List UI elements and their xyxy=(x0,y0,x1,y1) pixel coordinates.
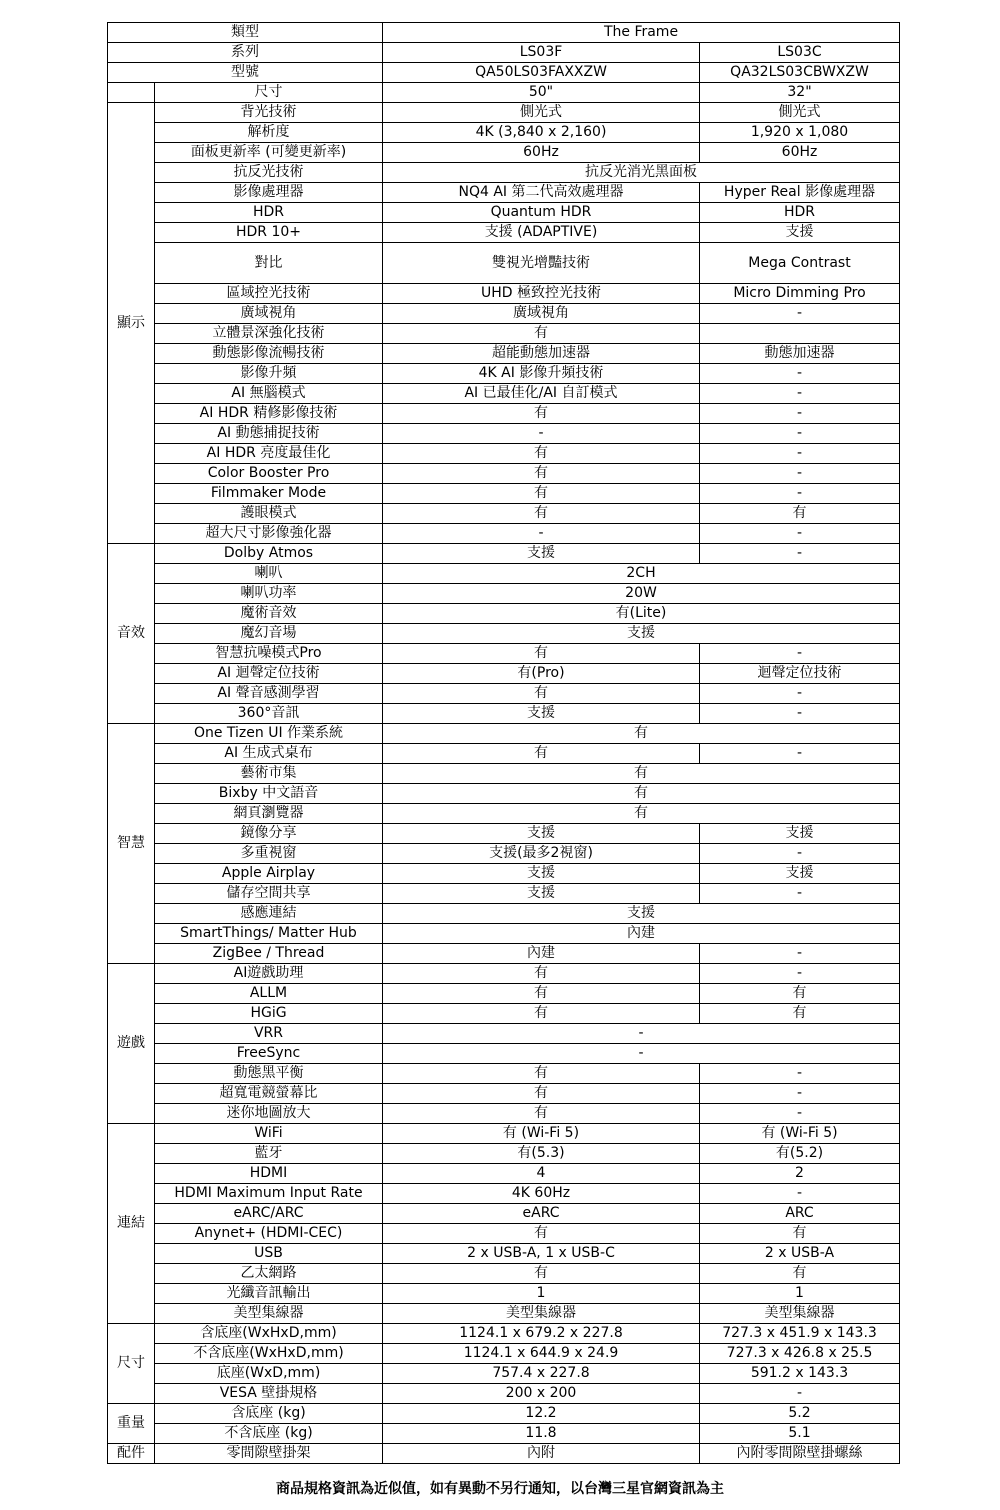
spec-value-ls03c: 32" xyxy=(700,83,900,103)
spec-row xyxy=(108,1424,900,1444)
spec-value-ls03f: - xyxy=(383,524,700,544)
spec-label: 不含底座(WxHxD,mm) xyxy=(155,1344,383,1364)
spec-row xyxy=(108,1144,900,1164)
spec-label: AI 生成式桌布 xyxy=(155,744,383,764)
spec-row xyxy=(108,484,900,504)
spec-value-ls03c: - xyxy=(700,304,900,324)
spec-label: 鏡像分享 xyxy=(155,824,383,844)
spec-row xyxy=(108,784,900,804)
spec-row xyxy=(108,1364,900,1384)
spec-value-ls03f: 有 xyxy=(383,964,700,984)
spec-value-ls03f: 有 xyxy=(383,404,700,424)
spec-value-ls03f: 2 x USB-A, 1 x USB-C xyxy=(383,1244,700,1264)
spec-value-ls03f: 11.8 xyxy=(383,1424,700,1444)
spec-row xyxy=(108,163,900,183)
spec-value-ls03f: eARC xyxy=(383,1204,700,1224)
spec-value-shared: 有 xyxy=(383,724,900,744)
spec-label: SmartThings/ Matter Hub xyxy=(155,924,383,944)
spec-value-shared: - xyxy=(383,1024,900,1044)
spec-label: 動態黑平衡 xyxy=(155,1064,383,1084)
spec-label: AI HDR 亮度最佳化 xyxy=(155,444,383,464)
spec-value-ls03f: NQ4 AI 第二代高效處理器 xyxy=(383,183,700,203)
spec-row xyxy=(108,1344,900,1364)
spec-row xyxy=(108,103,900,123)
spec-value-ls03f: 有 xyxy=(383,744,700,764)
spec-row xyxy=(108,904,900,924)
spec-row xyxy=(108,864,900,884)
spec-row xyxy=(108,624,900,644)
spec-label: 喇叭功率 xyxy=(155,584,383,604)
spec-value-ls03c: 60Hz xyxy=(700,143,900,163)
spec-value-ls03c: 有 xyxy=(700,504,900,524)
spec-value-ls03c: ARC xyxy=(700,1204,900,1224)
spec-value-ls03c: 5.2 xyxy=(700,1404,900,1424)
spec-label: 立體景深強化技術 xyxy=(155,324,383,344)
spec-value-shared: 2CH xyxy=(383,564,900,584)
spec-row xyxy=(108,1064,900,1084)
spec-value-ls03f: QA50LS03FAXXZW xyxy=(383,63,700,83)
spec-value-ls03c: - xyxy=(700,1104,900,1124)
spec-row xyxy=(108,724,900,744)
spec-value-ls03c: 有 xyxy=(700,984,900,1004)
spec-label: WiFi xyxy=(155,1124,383,1144)
spec-value-ls03c: 美型集線器 xyxy=(700,1304,900,1324)
spec-label: 迷你地圖放大 xyxy=(155,1104,383,1124)
spec-value-ls03f: LS03F xyxy=(383,43,700,63)
spec-row xyxy=(108,1284,900,1304)
spec-value-ls03c: - xyxy=(700,444,900,464)
spec-row xyxy=(108,223,900,243)
spec-row xyxy=(108,324,900,344)
spec-value-shared: 抗反光消光黑面板 xyxy=(383,163,900,183)
spec-row xyxy=(108,964,900,984)
spec-value-ls03f: 有 xyxy=(383,484,700,504)
spec-row xyxy=(108,183,900,203)
spec-label: Apple Airplay xyxy=(155,864,383,884)
spec-label: Dolby Atmos xyxy=(155,544,383,564)
spec-value-ls03f: 有 xyxy=(383,444,700,464)
spec-row xyxy=(108,804,900,824)
spec-value-ls03f: 支援 xyxy=(383,824,700,844)
spec-row xyxy=(108,1124,900,1144)
spec-row xyxy=(108,344,900,364)
spec-value-ls03c: 2 xyxy=(700,1164,900,1184)
spec-label: 含底座(WxHxD,mm) xyxy=(155,1324,383,1344)
spec-label: 解析度 xyxy=(155,123,383,143)
spec-value-ls03c: 動態加速器 xyxy=(700,344,900,364)
spec-row xyxy=(108,924,900,944)
spec-row xyxy=(108,944,900,964)
section-category: 連結 xyxy=(108,1124,155,1324)
spec-row xyxy=(108,284,900,304)
spec-label: 動態影像流暢技術 xyxy=(155,344,383,364)
spec-label: 不含底座 (kg) xyxy=(155,1424,383,1444)
spec-label: AI 聲音感測學習 xyxy=(155,684,383,704)
spec-value-ls03c: LS03C xyxy=(700,43,900,63)
spec-row xyxy=(108,884,900,904)
spec-value-ls03c: 內附零間隙壁掛螺絲 xyxy=(700,1444,900,1464)
spec-value-ls03c: 591.2 x 143.3 xyxy=(700,1364,900,1384)
spec-value-ls03c: 有 xyxy=(700,1224,900,1244)
spec-label: ALLM xyxy=(155,984,383,1004)
disclaimer-footer: 商品規格資訊為近似值，如有異動不另行通知，以台灣三星官網資訊為主 xyxy=(276,1481,724,1497)
spec-row xyxy=(108,744,900,764)
spec-value-ls03f: 側光式 xyxy=(383,103,700,123)
spec-value-ls03c: 側光式 xyxy=(700,103,900,123)
spec-label: VESA 壁掛規格 xyxy=(155,1384,383,1404)
section-category: 智慧 xyxy=(108,724,155,964)
spec-value-ls03c: - xyxy=(700,544,900,564)
header-row xyxy=(108,63,900,83)
spec-label: 魔術音效 xyxy=(155,604,383,624)
spec-value-ls03f: 支援 (ADAPTIVE) xyxy=(383,223,700,243)
spec-label: 背光技術 xyxy=(155,103,383,123)
spec-row xyxy=(108,404,900,424)
spec-row xyxy=(108,123,900,143)
spec-row xyxy=(108,1184,900,1204)
spec-value-ls03c: - xyxy=(700,404,900,424)
section-category: 配件 xyxy=(108,1444,155,1464)
spec-value-ls03f: 有 xyxy=(383,504,700,524)
spec-value-ls03f: 有 xyxy=(383,684,700,704)
spec-label: 影像處理器 xyxy=(155,183,383,203)
spec-row xyxy=(108,1104,900,1124)
spec-value-shared: 有 xyxy=(383,784,900,804)
spec-table xyxy=(107,22,900,1464)
spec-value-ls03c: - xyxy=(700,744,900,764)
spec-label: 超寬電競螢幕比 xyxy=(155,1084,383,1104)
spec-value-ls03c: - xyxy=(700,484,900,504)
spec-value-ls03c: 5.1 xyxy=(700,1424,900,1444)
spec-label: 魔幻音場 xyxy=(155,624,383,644)
spec-value-ls03c: - xyxy=(700,644,900,664)
section-category: 重量 xyxy=(108,1404,155,1444)
spec-row xyxy=(108,1084,900,1104)
spec-label: 光纖音訊輸出 xyxy=(155,1284,383,1304)
spec-row xyxy=(108,1244,900,1264)
spec-row xyxy=(108,304,900,324)
spec-value-shared: - xyxy=(383,1044,900,1064)
spec-label: 廣域視角 xyxy=(155,304,383,324)
spec-value-ls03c: 1 xyxy=(700,1284,900,1304)
spec-row xyxy=(108,1004,900,1024)
spec-value-ls03c: HDR xyxy=(700,203,900,223)
spec-label: 乙太網路 xyxy=(155,1264,383,1284)
spec-label: 尺寸 xyxy=(155,83,383,103)
spec-row xyxy=(108,83,900,103)
spec-value-ls03f: 支援 xyxy=(383,704,700,724)
spec-sheet xyxy=(107,22,899,1464)
spec-value-shared: 20W xyxy=(383,584,900,604)
spec-value-ls03c: Micro Dimming Pro xyxy=(700,284,900,304)
spec-value-ls03f: 4K AI 影像升頻技術 xyxy=(383,364,700,384)
spec-label: eARC/ARC xyxy=(155,1204,383,1224)
spec-value-ls03c: - xyxy=(700,424,900,444)
spec-value-ls03f: 有 xyxy=(383,324,700,344)
spec-value-ls03f: 有(5.3) xyxy=(383,1144,700,1164)
spec-value-ls03c: - xyxy=(700,1064,900,1084)
spec-row xyxy=(108,844,900,864)
spec-value-ls03f: 支援 xyxy=(383,864,700,884)
header-row xyxy=(108,43,900,63)
spec-value-ls03f: 支援(最多2視窗) xyxy=(383,844,700,864)
header-label: 型號 xyxy=(108,63,383,83)
spec-value-ls03f: 有 xyxy=(383,1264,700,1284)
spec-value-ls03f: 雙視光增豔技術 xyxy=(383,243,700,284)
spec-value-ls03c: - xyxy=(700,704,900,724)
spec-value-shared: The Frame xyxy=(383,23,900,43)
spec-value-ls03f: 有 xyxy=(383,1004,700,1024)
spec-label: 儲存空間共享 xyxy=(155,884,383,904)
spec-value-ls03f: 4K 60Hz xyxy=(383,1184,700,1204)
spec-value-ls03f: 200 x 200 xyxy=(383,1384,700,1404)
spec-label: 藍牙 xyxy=(155,1144,383,1164)
spec-label: 對比 xyxy=(155,243,383,284)
spec-value-ls03f: - xyxy=(383,424,700,444)
section-category: 尺寸 xyxy=(108,1324,155,1404)
header-label: 系列 xyxy=(108,43,383,63)
spec-value-ls03c: - xyxy=(700,944,900,964)
spec-value-ls03f: 1124.1 x 644.9 x 24.9 xyxy=(383,1344,700,1364)
spec-row xyxy=(108,684,900,704)
spec-row xyxy=(108,1164,900,1184)
spec-row xyxy=(108,1264,900,1284)
spec-value-ls03f: 支援 xyxy=(383,544,700,564)
spec-label: AI 動態捕捉技術 xyxy=(155,424,383,444)
spec-label: HDR 10+ xyxy=(155,223,383,243)
spec-value-shared: 有 xyxy=(383,764,900,784)
spec-value-ls03f: UHD 極致控光技術 xyxy=(383,284,700,304)
spec-value-ls03c: Hyper Real 影像處理器 xyxy=(700,183,900,203)
spec-label: AI HDR 精修影像技術 xyxy=(155,404,383,424)
spec-value-ls03c: 支援 xyxy=(700,824,900,844)
spec-row xyxy=(108,1024,900,1044)
spec-value-ls03f: 4K (3,840 x 2,160) xyxy=(383,123,700,143)
spec-value-shared: 有(Lite) xyxy=(383,604,900,624)
spec-label: 美型集線器 xyxy=(155,1304,383,1324)
spec-value-ls03f: 60Hz xyxy=(383,143,700,163)
spec-value-ls03c: 支援 xyxy=(700,864,900,884)
spec-row xyxy=(108,1304,900,1324)
spec-row xyxy=(108,824,900,844)
spec-value-ls03c xyxy=(700,324,900,344)
spec-value-ls03c: QA32LS03CBWXZW xyxy=(700,63,900,83)
spec-value-ls03f: 有 xyxy=(383,1064,700,1084)
spec-value-ls03f: 支援 xyxy=(383,884,700,904)
spec-value-ls03c: 有(5.2) xyxy=(700,1144,900,1164)
spec-value-ls03f: 內附 xyxy=(383,1444,700,1464)
spec-value-shared: 有 xyxy=(383,804,900,824)
spec-value-ls03f: 超能動態加速器 xyxy=(383,344,700,364)
spec-value-ls03c: 有 (Wi-Fi 5) xyxy=(700,1124,900,1144)
spec-value-ls03c: Mega Contrast xyxy=(700,243,900,284)
spec-row xyxy=(108,704,900,724)
spec-value-ls03c: 727.3 x 426.8 x 25.5 xyxy=(700,1344,900,1364)
spec-value-ls03f: 內建 xyxy=(383,944,700,964)
spec-row xyxy=(108,384,900,404)
spec-row xyxy=(108,1044,900,1064)
section-category xyxy=(108,83,155,103)
spec-value-ls03c: - xyxy=(700,1184,900,1204)
spec-label: 多重視窗 xyxy=(155,844,383,864)
spec-label: One Tizen UI 作業系統 xyxy=(155,724,383,744)
spec-value-ls03f: 有(Pro) xyxy=(383,664,700,684)
spec-label: 影像升頻 xyxy=(155,364,383,384)
spec-label: VRR xyxy=(155,1024,383,1044)
spec-value-ls03c: - xyxy=(700,964,900,984)
spec-value-ls03c: - xyxy=(700,884,900,904)
spec-row xyxy=(108,584,900,604)
spec-row xyxy=(108,1444,900,1464)
spec-label: USB xyxy=(155,1244,383,1264)
spec-label: FreeSync xyxy=(155,1044,383,1064)
spec-label: AI 無腦模式 xyxy=(155,384,383,404)
spec-row xyxy=(108,364,900,384)
spec-value-ls03c: - xyxy=(700,1084,900,1104)
spec-value-ls03c: 有 xyxy=(700,1004,900,1024)
spec-value-ls03c: - xyxy=(700,844,900,864)
spec-label: Color Booster Pro xyxy=(155,464,383,484)
spec-label: 零間隙壁掛架 xyxy=(155,1444,383,1464)
spec-value-ls03c: - xyxy=(700,384,900,404)
spec-value-ls03c: 1,920 x 1,080 xyxy=(700,123,900,143)
spec-value-ls03c: - xyxy=(700,524,900,544)
spec-value-ls03f: 有 xyxy=(383,984,700,1004)
spec-row xyxy=(108,644,900,664)
spec-value-ls03f: 4 xyxy=(383,1164,700,1184)
spec-row xyxy=(108,464,900,484)
spec-label: HDR xyxy=(155,203,383,223)
spec-value-ls03c: 2 x USB-A xyxy=(700,1244,900,1264)
spec-value-ls03c: - xyxy=(700,364,900,384)
spec-label: HGiG xyxy=(155,1004,383,1024)
spec-row xyxy=(108,1204,900,1224)
spec-row xyxy=(108,424,900,444)
spec-label: 含底座 (kg) xyxy=(155,1404,383,1424)
spec-label: 抗反光技術 xyxy=(155,163,383,183)
spec-value-ls03f: 12.2 xyxy=(383,1404,700,1424)
spec-value-ls03f: 廣域視角 xyxy=(383,304,700,324)
section-category: 遊戲 xyxy=(108,964,155,1124)
spec-label: 超大尺寸影像強化器 xyxy=(155,524,383,544)
spec-row xyxy=(108,564,900,584)
spec-label: Bixby 中文語音 xyxy=(155,784,383,804)
spec-label: 護眼模式 xyxy=(155,504,383,524)
spec-value-ls03c: - xyxy=(700,1384,900,1404)
spec-row xyxy=(108,1384,900,1404)
spec-label: Filmmaker Mode xyxy=(155,484,383,504)
spec-value-ls03f: 757.4 x 227.8 xyxy=(383,1364,700,1384)
section-category: 音效 xyxy=(108,544,155,724)
spec-label: AI 迴聲定位技術 xyxy=(155,664,383,684)
spec-row xyxy=(108,504,900,524)
spec-value-ls03c: - xyxy=(700,464,900,484)
spec-row xyxy=(108,444,900,464)
spec-row xyxy=(108,1224,900,1244)
spec-row xyxy=(108,544,900,564)
spec-row xyxy=(108,524,900,544)
spec-row xyxy=(108,604,900,624)
header-label: 類型 xyxy=(108,23,383,43)
spec-value-shared: 支援 xyxy=(383,904,900,924)
spec-row xyxy=(108,203,900,223)
spec-label: 智慧抗噪模式Pro xyxy=(155,644,383,664)
spec-value-ls03f: 有 xyxy=(383,464,700,484)
spec-value-ls03c: 有 xyxy=(700,1264,900,1284)
header-row xyxy=(108,23,900,43)
spec-value-ls03f: Quantum HDR xyxy=(383,203,700,223)
spec-label: 喇叭 xyxy=(155,564,383,584)
spec-value-ls03c: 727.3 x 451.9 x 143.3 xyxy=(700,1324,900,1344)
spec-label: HDMI xyxy=(155,1164,383,1184)
spec-value-ls03f: 有 xyxy=(383,1084,700,1104)
spec-row xyxy=(108,1324,900,1344)
spec-label: 感應連結 xyxy=(155,904,383,924)
spec-value-ls03f: AI 已最佳化/AI 自訂模式 xyxy=(383,384,700,404)
spec-label: 網頁瀏覽器 xyxy=(155,804,383,824)
spec-row xyxy=(108,984,900,1004)
spec-label: 藝術市集 xyxy=(155,764,383,784)
spec-row xyxy=(108,143,900,163)
spec-value-ls03c: 支援 xyxy=(700,223,900,243)
spec-label: HDMI Maximum Input Rate xyxy=(155,1184,383,1204)
spec-row xyxy=(108,764,900,784)
spec-value-ls03f: 1 xyxy=(383,1284,700,1304)
spec-label: 底座(WxD,mm) xyxy=(155,1364,383,1384)
spec-value-ls03f: 50" xyxy=(383,83,700,103)
spec-value-ls03f: 有 xyxy=(383,644,700,664)
spec-value-shared: 內建 xyxy=(383,924,900,944)
spec-label: 面板更新率 (可變更新率) xyxy=(155,143,383,163)
spec-value-ls03f: 有 (Wi-Fi 5) xyxy=(383,1124,700,1144)
spec-value-ls03f: 1124.1 x 679.2 x 227.8 xyxy=(383,1324,700,1344)
spec-label: AI遊戲助理 xyxy=(155,964,383,984)
spec-value-ls03c: 迴聲定位技術 xyxy=(700,664,900,684)
spec-value-ls03f: 美型集線器 xyxy=(383,1304,700,1324)
spec-value-ls03f: 有 xyxy=(383,1224,700,1244)
section-category: 顯示 xyxy=(108,103,155,544)
spec-label: Anynet+ (HDMI-CEC) xyxy=(155,1224,383,1244)
spec-value-shared: 支援 xyxy=(383,624,900,644)
spec-value-ls03f: 有 xyxy=(383,1104,700,1124)
spec-row xyxy=(108,664,900,684)
spec-label: 360°音訊 xyxy=(155,704,383,724)
spec-value-ls03c: - xyxy=(700,684,900,704)
spec-row xyxy=(108,243,900,284)
spec-label: ZigBee / Thread xyxy=(155,944,383,964)
spec-row xyxy=(108,1404,900,1424)
spec-label: 區域控光技術 xyxy=(155,284,383,304)
